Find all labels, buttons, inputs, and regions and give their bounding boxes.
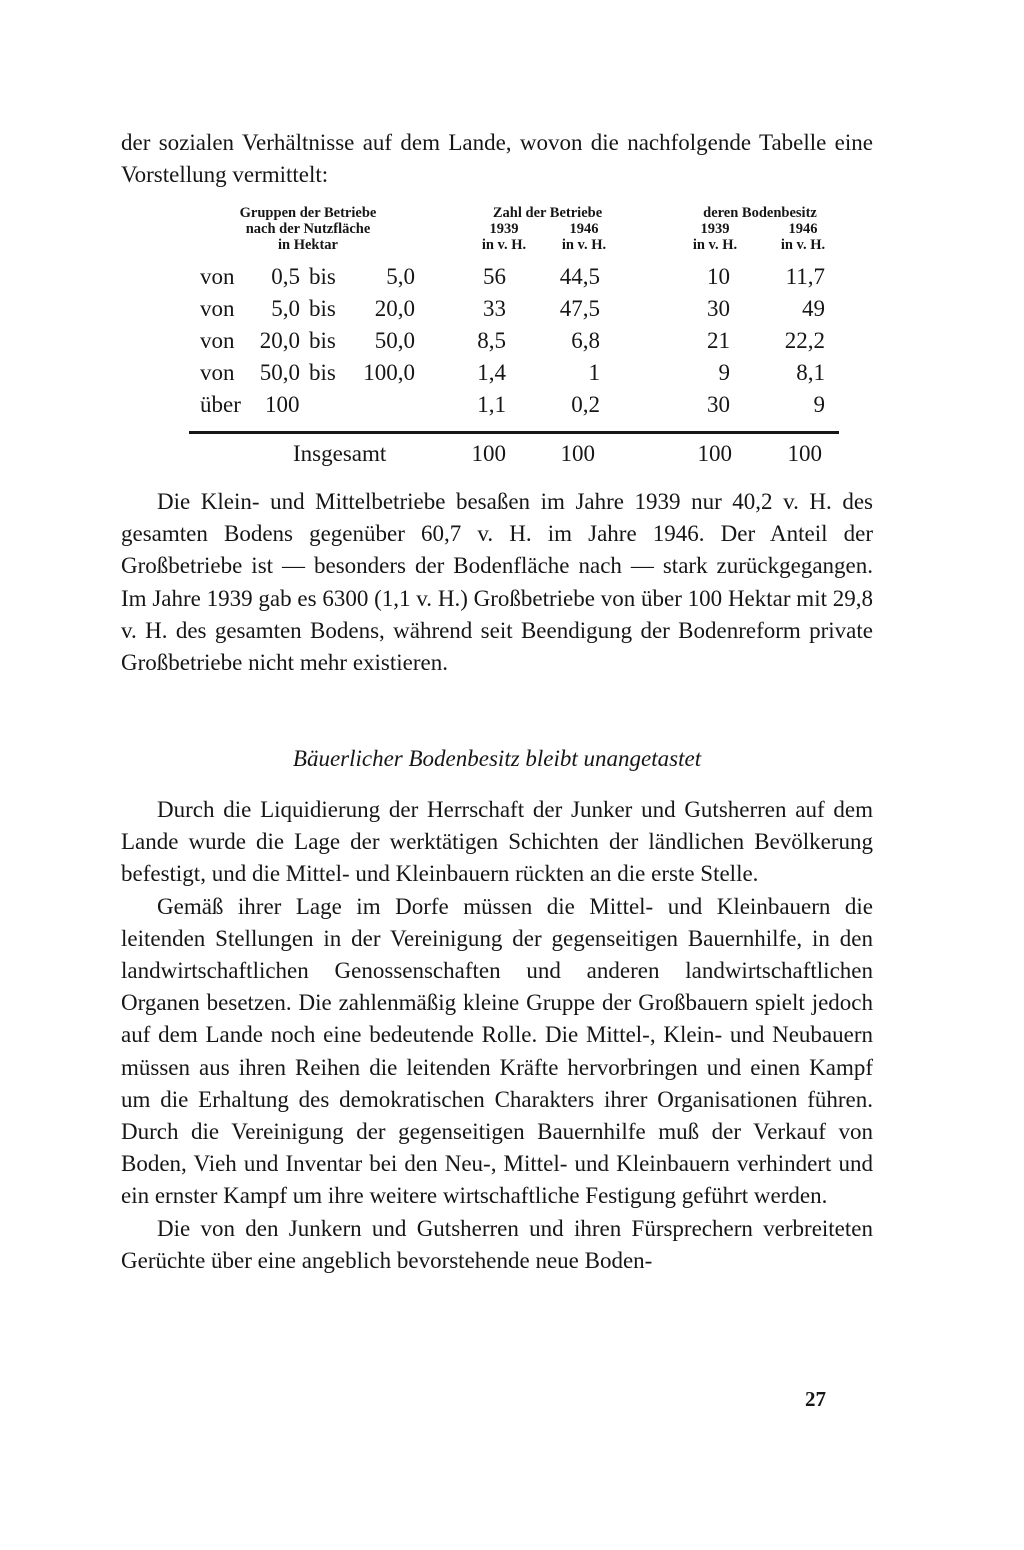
table-cell: bis [309,360,336,385]
unit-count-1946: in v. H. [561,237,607,253]
table-cell: von [200,360,235,385]
table-cell: 5,0 [271,296,300,321]
table-cell: 5,0 [386,264,415,289]
table-cell: 0,5 [271,264,300,289]
table-cell: 44,5 [559,264,600,289]
table-cell: 30 [707,392,730,417]
paragraph-3: Gemäß ihrer Lage im Dorfe müssen die Mittel- und Kleinbauern die leitenden Stellungen in der Vereinigung der gegenseitigen Bauernhilfe, in den landwirtschaftlichen Genossenschaften und anderen landwirtschaftlichen Organen besetzen. Die zahlenmäßig kleine Gruppe der Großbauern spielt jedoch auf dem Lande noch eine bedeutende Rolle. Die Mittel-, Klein- und Neubauern müssen aus ihren Reihen die leitenden Kräfte hervorbringen und einen Kampf um die Erhaltung des demokratischen Charakters ihrer Organisationen führen. Durch die Vereinigung der gegenseitigen Bauernhilfe muß der Verkauf von Boden, Vieh und Inventar bei den Neu-, Mittel- und Kleinbauern verhindert und ein ernster Kampf um ihre weitere wirtschaftliche Festigung geführt werden. [121,893,873,1209]
page-number: 27 [805,1387,826,1411]
table-cell: 49 [802,296,825,321]
table-cell: 50,0 [374,328,415,353]
table-cell: über [200,392,241,417]
table-cell: bis [309,328,336,353]
group-header-line-3: in Hektar [277,237,338,253]
table-cell: von [200,296,235,321]
table-cell: bis [309,296,336,321]
intro-text: der sozialen Verhältnisse auf dem Lande, wovon die nachfolgende Tabelle eine Vorstellung vermittelt: [121,130,873,188]
table-cell: 21 [707,328,730,353]
paragraph-4: Die von den Junkern und Gutsherren und ihren Fürsprechern verbreiteten Gerüchte über eine angeblich bevorstehende neue Boden- [121,1215,873,1273]
section-body [121,794,873,1277]
table-cell: von [200,264,235,289]
total-land-1939: 100 [697,441,732,466]
year-count-1939: 1939 [489,221,519,237]
table-cell: 8,1 [796,360,825,385]
table-cell: 11,7 [785,264,825,289]
table-cell: 9 [813,392,825,417]
total-land-1946: 100 [787,441,822,466]
table-cell: 20,0 [259,328,300,353]
total-count-1946: 100 [560,441,595,466]
table-cell: 100 [265,392,300,417]
table-cell: 20,0 [374,296,415,321]
table-cell: 33 [483,296,506,321]
table-cell: 10 [707,264,730,289]
unit-count-1939: in v. H. [481,237,527,253]
section-heading: Bäuerlicher Bodenbesitz bleibt unangetastet [292,746,702,771]
table-cell: 6,8 [571,328,600,353]
paragraph-text: Die Klein- und Mittelbetriebe besaßen im Jahre 1939 nur 40,2 v. H. des gesamten Bodens gegenüber 60,7 v. H. im Jahre 1946. Der Anteil der Großbetriebe ist — besonders der Bodenfläche nach — stark zurückgegangen. Im Jahre 1939 gab es 6300 (1,1 v. H.) Großbetriebe von über 100 Hektar mit 29,8 v. H. des gesamten Bodens, während seit Beendigung der Bodenreform private Großbetriebe nicht mehr existieren. [121,489,873,676]
unit-land-1939: in v. H. [692,237,738,253]
group-header [193,205,423,253]
table-cell: 8,5 [477,328,506,353]
total-count-1939: 100 [471,441,506,466]
table-cell: 1,4 [477,360,506,385]
table-cell: 1 [588,360,600,385]
paragraph-2: Durch die Liquidierung der Herrschaft der Junker und Gutsherren auf dem Lande wurde die Lage der werktätigen Schichten der ländlichen Bevölkerung befestigt, und die Mittel- und Kleinbauern rückten an die erste Stelle. [121,797,873,887]
table-cell: bis [309,264,336,289]
table-cell: 100,0 [363,360,415,385]
total-label: Insgesamt [293,441,387,466]
count-header: Zahl der Betriebe [492,205,603,221]
table-cell: von [200,328,235,353]
table-cell: 22,2 [784,328,825,353]
table-cell: 9 [718,360,730,385]
table-total-rule [189,431,839,434]
table-cell: 1,1 [477,392,506,417]
year-land-1939: 1939 [700,221,730,237]
table-cell: 56 [483,264,506,289]
group-header-line-1: Gruppen der Betriebe [239,205,377,221]
unit-land-1946: in v. H. [780,237,826,253]
year-land-1946: 1946 [788,221,818,237]
table-cell: 0,2 [571,392,600,417]
group-header-line-2: nach der Nutzfläche [245,221,371,237]
table-cell: 47,5 [559,296,600,321]
table-cell: 30 [707,296,730,321]
table-cell: 50,0 [259,360,300,385]
year-count-1946: 1946 [569,221,599,237]
paragraph-1 [121,486,873,679]
land-header: deren Bodenbesitz [703,205,817,221]
